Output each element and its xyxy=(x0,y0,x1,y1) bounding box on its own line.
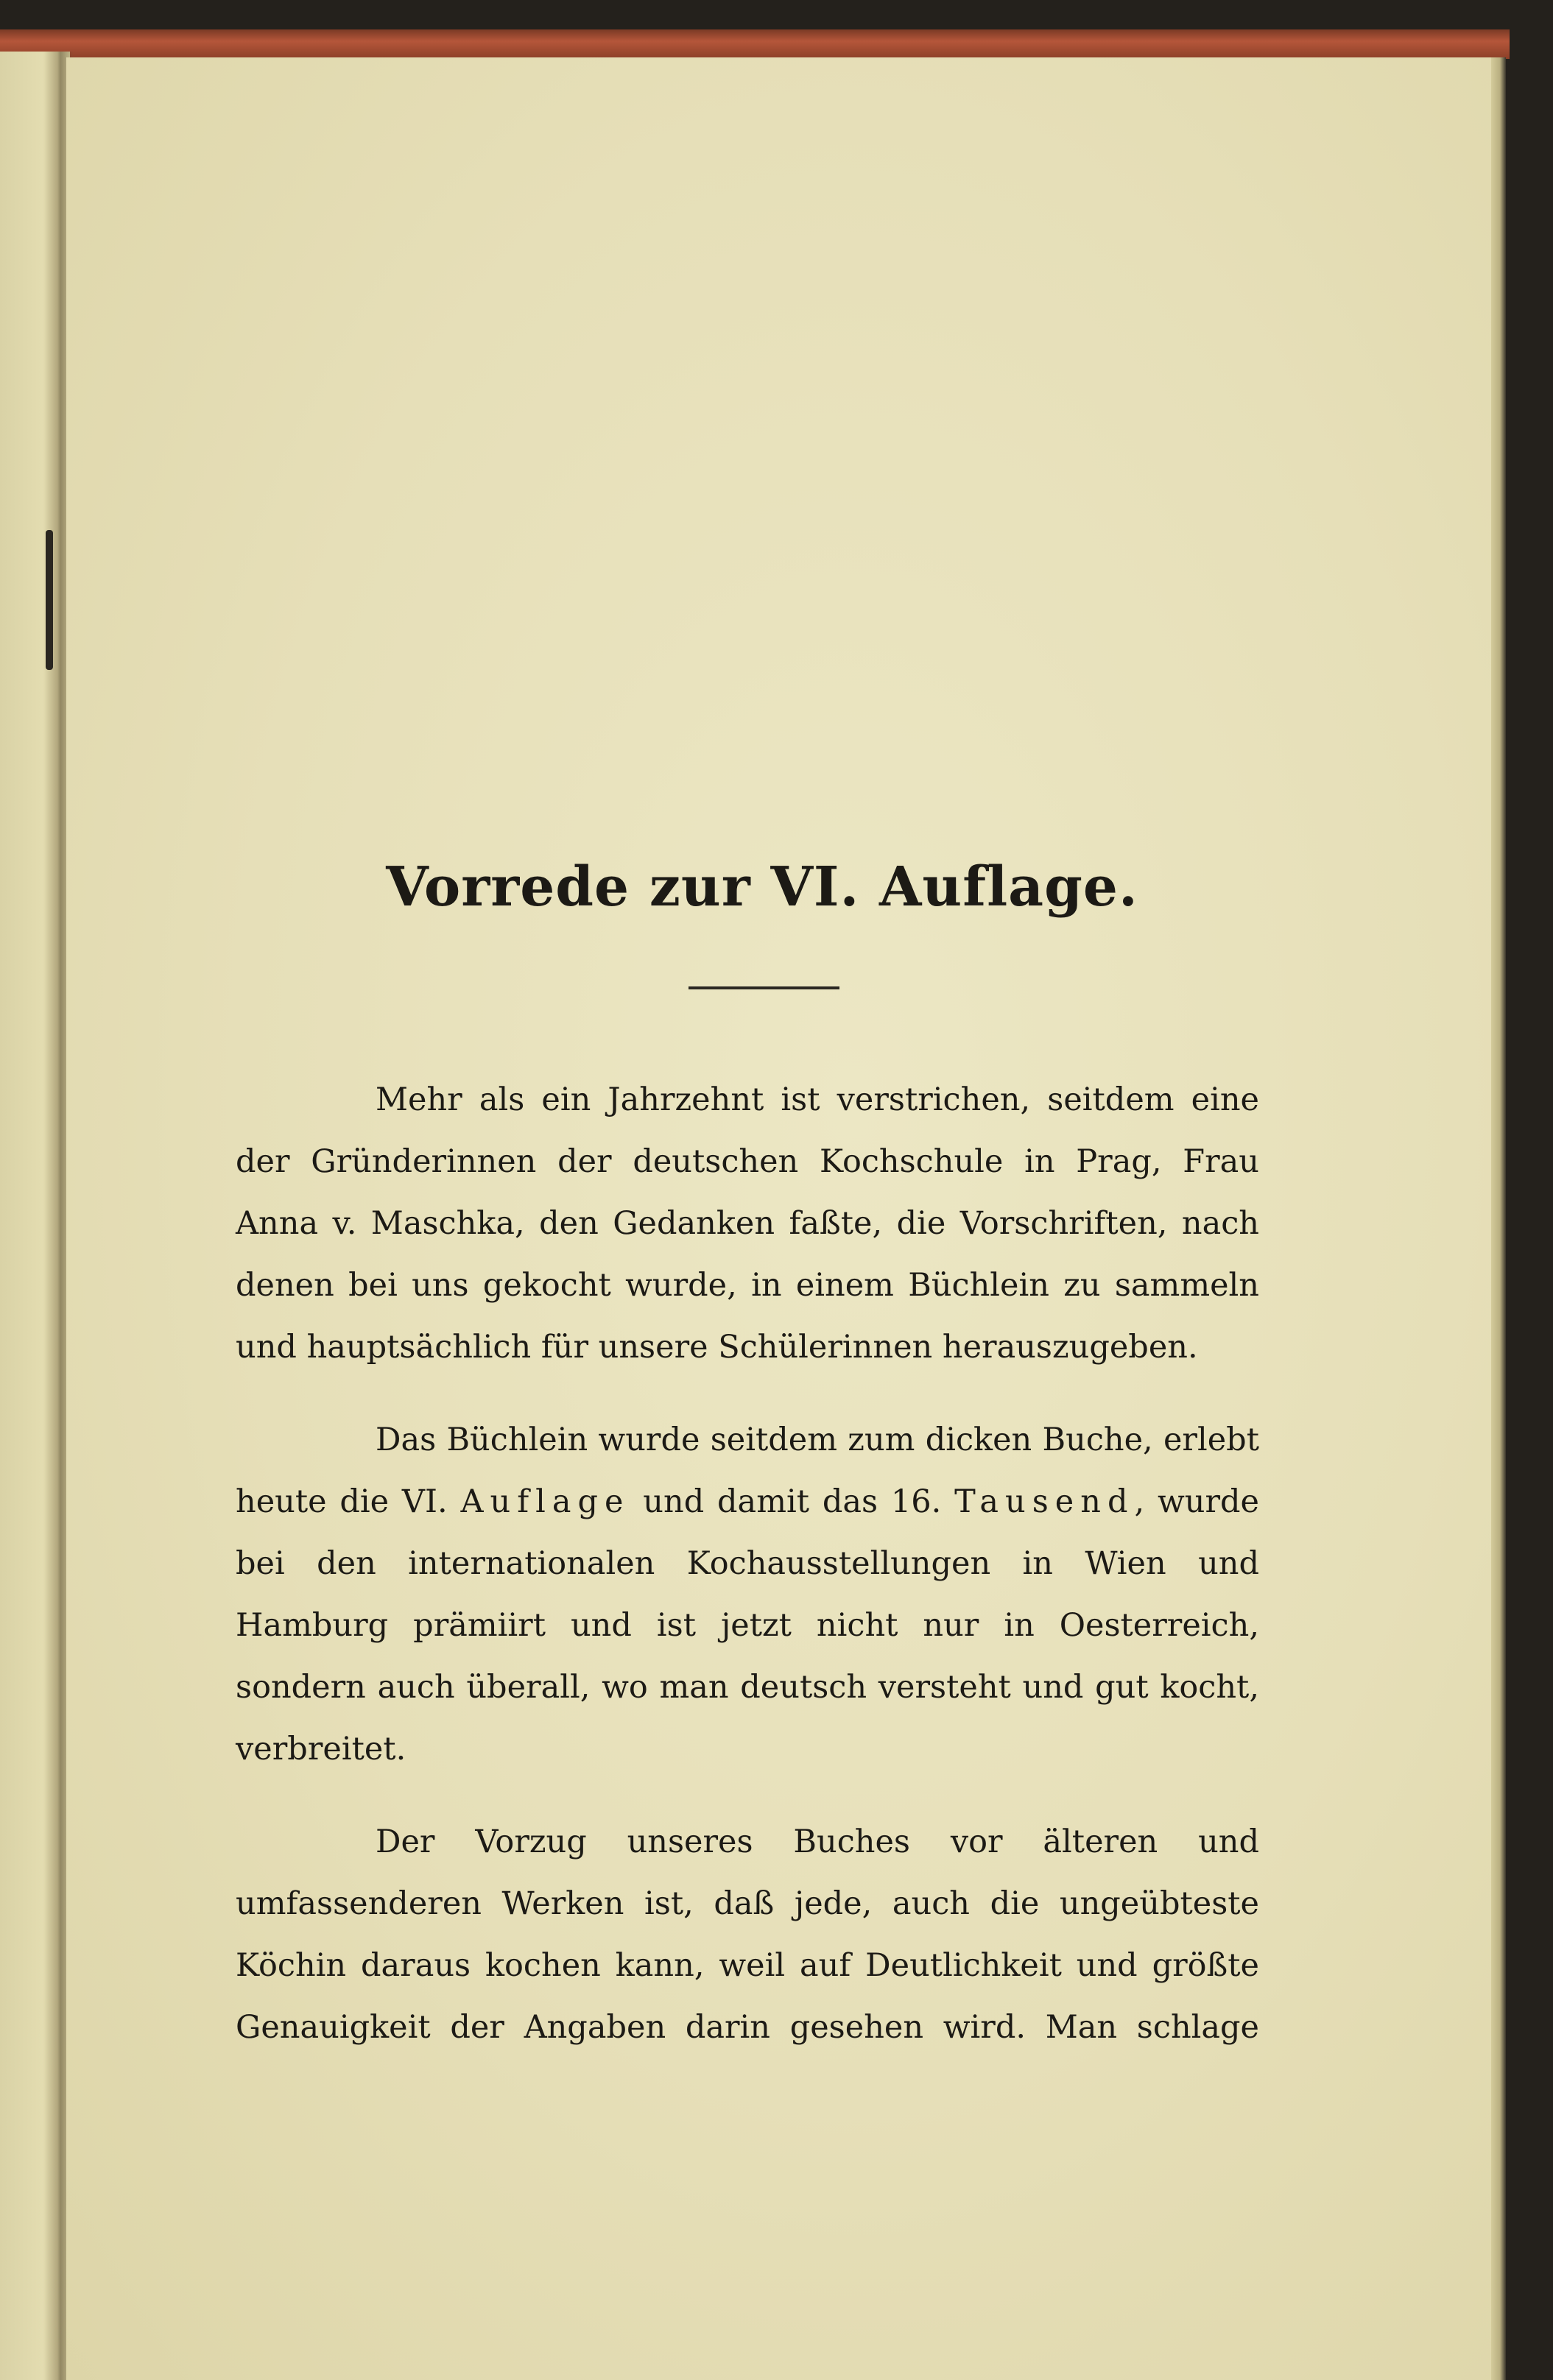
preface-heading: Vorrede zur VI. Auflage. xyxy=(386,855,1138,919)
heading-divider-rule xyxy=(689,986,839,989)
paragraph-1: Mehr als ein Jahrzehnt ist verstrichen, seitdem eine der Gründerinnen der deutschen Kochschule in Prag, Frau Anna v. Maschka, den Gedanken faßte, die Vorschriften, nach denen bei uns gekocht wurde, in einem Büchlein zu sammeln und hauptsächlich für unsere Schülerinnen herauszugeben. xyxy=(236,1081,1259,1366)
paragraph-2 xyxy=(236,1409,1259,1780)
spine-binding-mark xyxy=(46,530,53,670)
page-right-edge xyxy=(1491,57,1506,2380)
preface-body xyxy=(236,1069,1259,2058)
page-content xyxy=(236,847,1259,2089)
paragraph-3: Der Vorzug unseres Buches vor älteren und umfassenderen Werken ist, daß jede, auch die ungeübteste Köchin daraus kochen kann, weil auf Deutlichkeit und größte Genauigkeit der Angaben darin gesehen wird. Man schlage xyxy=(236,1823,1259,2046)
paragraph-2-part-3: , wurde bei den internationalen Kochausstellungen in Wien und Hamburg prämiirt und ist jetzt nicht nur in Oesterreich, sondern auch überall, wo man deutsch versteht und gut kocht, verbreitet. xyxy=(236,1483,1259,1768)
paragraph-2-part-2: und damit das 16. xyxy=(630,1483,955,1520)
spaced-word-auflage: Auflage xyxy=(460,1483,630,1520)
paragraph-2-part-1: Das Büchlein wurde seitdem zum dicken Buche, erlebt heute die VI. xyxy=(236,1422,1259,1520)
book-cover-edge xyxy=(0,29,1510,59)
spaced-word-tausend: Tausend xyxy=(954,1483,1135,1520)
